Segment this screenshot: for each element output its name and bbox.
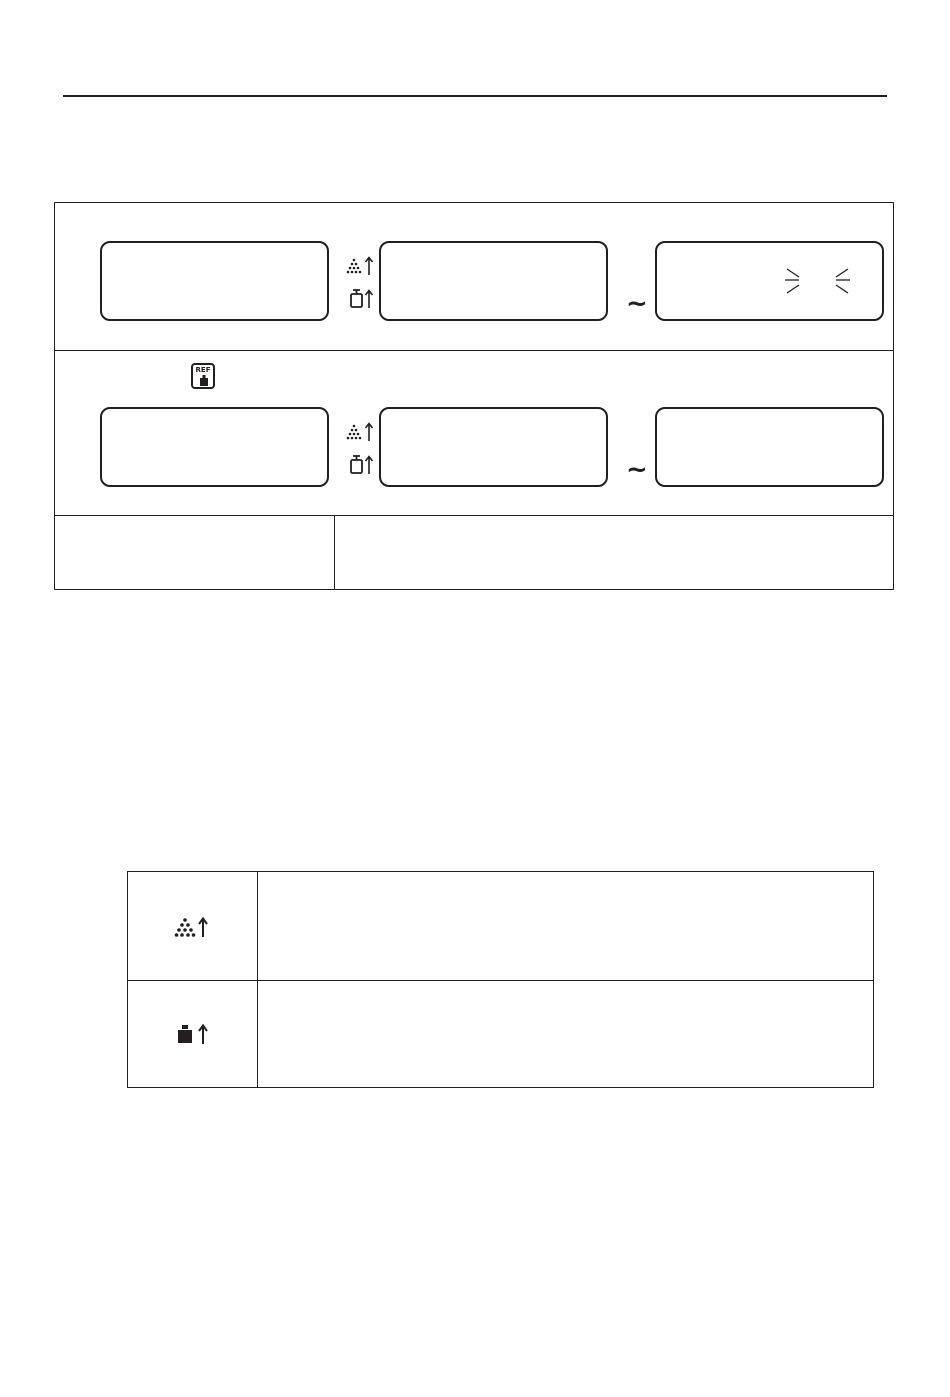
lcd-display-2 [379, 407, 608, 487]
column-divider [334, 515, 335, 590]
row-divider [55, 350, 893, 351]
horizontal-rule [63, 95, 887, 97]
lcd-display-2 [379, 241, 608, 321]
tilde-symbol: ~ [626, 455, 648, 485]
flashing-marks-icon [777, 265, 867, 301]
weight-up-icon [176, 1023, 210, 1045]
ref-key-icon: REF [191, 363, 215, 389]
parts-count-up-icon [345, 421, 375, 443]
parts-count-up-icon [345, 255, 375, 277]
weight-up-icon [348, 453, 378, 477]
row-divider [128, 980, 873, 981]
lcd-display-1 [100, 407, 329, 487]
lcd-display-1 [100, 241, 329, 321]
lcd-display-3 [655, 241, 884, 321]
row-divider [55, 515, 893, 516]
lcd-display-3 [655, 407, 884, 487]
parts-count-up-icon [174, 916, 210, 938]
weight-up-icon [348, 287, 378, 311]
procedure-table [54, 202, 894, 590]
tilde-symbol: ~ [626, 289, 648, 319]
symbol-legend-table [127, 871, 874, 1088]
